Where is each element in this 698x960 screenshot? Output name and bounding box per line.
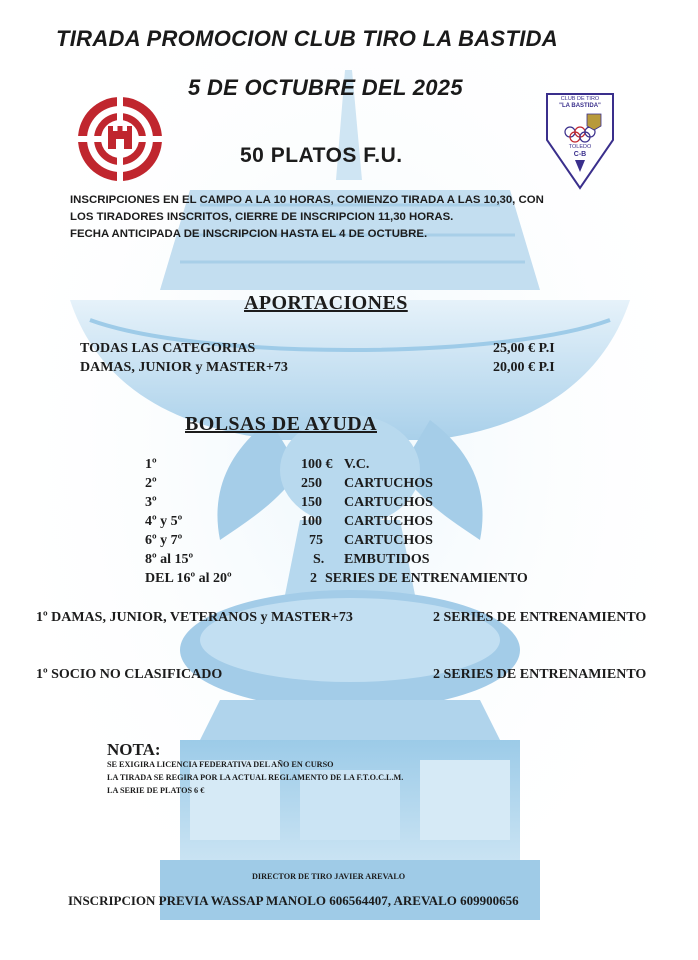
premio-especial-label: 1º DAMAS, JUNIOR, VETERANOS y MASTER+73 (36, 610, 353, 625)
premio-especial-prize: 2 SERIES DE ENTRENAMIENTO (433, 667, 647, 682)
premio-especial-label: 1º SOCIO NO CLASIFICADO (36, 667, 223, 682)
bolsa-place: DEL 16º al 20º (145, 571, 232, 586)
bolsa-qty: 100 (301, 514, 322, 529)
bolsa-place: 1º (145, 457, 157, 472)
shield-club-text: CLUB DE TIRO (560, 96, 600, 102)
aportacion-value: 25,00 € P.I (493, 341, 555, 356)
bolsa-item: CARTUCHOS (344, 514, 433, 529)
aportacion-value: 20,00 € P.I (493, 360, 555, 375)
platos-count: 50 PLATOS F.U. (240, 144, 403, 167)
bolsa-qty: 100 € (301, 457, 333, 472)
bolsa-item: V.C. (344, 457, 370, 472)
bolsa-qty: 75 (309, 533, 323, 548)
shield-initials: C-B (573, 151, 587, 158)
bolsa-item: EMBUTIDOS (344, 552, 430, 567)
inscripciones-line: LOS TIRADORES INSCRITOS, CIERRE DE INSCRIPCION 11,30 HORAS. (70, 211, 454, 223)
inscripcion-contacto: INSCRIPCION PREVIA WASSAP MANOLO 606564407, AREVALO 609900656 (68, 893, 519, 908)
premio-especial-prize: 2 SERIES DE ENTRENAMIENTO (433, 610, 647, 625)
bolsa-place: 8º al 15º (145, 552, 194, 567)
club-target-logo-icon (76, 95, 164, 183)
director-de-tiro: DIRECTOR DE TIRO JAVIER AREVALO (252, 872, 406, 881)
bolsa-place: 2º (145, 476, 157, 491)
inscripciones-line: FECHA ANTICIPADA DE INSCRIPCION HASTA EL 4 DE OCTUBRE. (70, 228, 428, 240)
bolsa-item: CARTUCHOS (344, 533, 433, 548)
bolsa-item: CARTUCHOS (344, 476, 433, 491)
nota-title: NOTA: (107, 740, 161, 759)
shield-club-name: "LA BASTIDA" (559, 103, 601, 109)
aportaciones-title: APORTACIONES (244, 292, 408, 314)
event-title: TIRADA PROMOCION CLUB TIRO LA BASTIDA (56, 26, 558, 51)
bolsa-qty: 2 (310, 571, 317, 586)
inscripciones-block (70, 192, 650, 243)
bolsa-place: 4º y 5º (145, 514, 183, 529)
inscripciones-line: INSCRIPCIONES EN EL CAMPO A LA 10 HORAS, COMIENZO TIRADA A LAS 10,30, CON (70, 194, 544, 206)
event-date: 5 DE OCTUBRE DEL 2025 (188, 75, 463, 100)
bolsa-qty: S. (313, 552, 325, 567)
bolsa-qty: 250 (301, 476, 322, 491)
club-shield-logo-icon (545, 90, 615, 190)
aportacion-label: DAMAS, JUNIOR y MASTER+73 (80, 360, 288, 375)
bolsa-item: SERIES DE ENTRENAMIENTO (325, 571, 528, 586)
nota-line: LA TIRADA SE REGIRA POR LA ACTUAL REGLAMENTO DE LA F.T.O.C.L.M. (107, 773, 404, 782)
shield-city: TOLEDO (568, 144, 592, 150)
bolsa-place: 6º y 7º (145, 533, 183, 548)
aportacion-label: TODAS LAS CATEGORIAS (80, 341, 256, 356)
nota-line: SE EXIGIRA LICENCIA FEDERATIVA DEL AÑO EN CURSO (107, 760, 334, 769)
nota-line: LA SERIE DE PLATOS 6 € (107, 786, 205, 795)
bolsa-item: CARTUCHOS (344, 495, 433, 510)
bolsa-qty: 150 (301, 495, 322, 510)
bolsa-place: 3º (145, 495, 157, 510)
bolsas-title: BOLSAS DE AYUDA (185, 413, 377, 435)
